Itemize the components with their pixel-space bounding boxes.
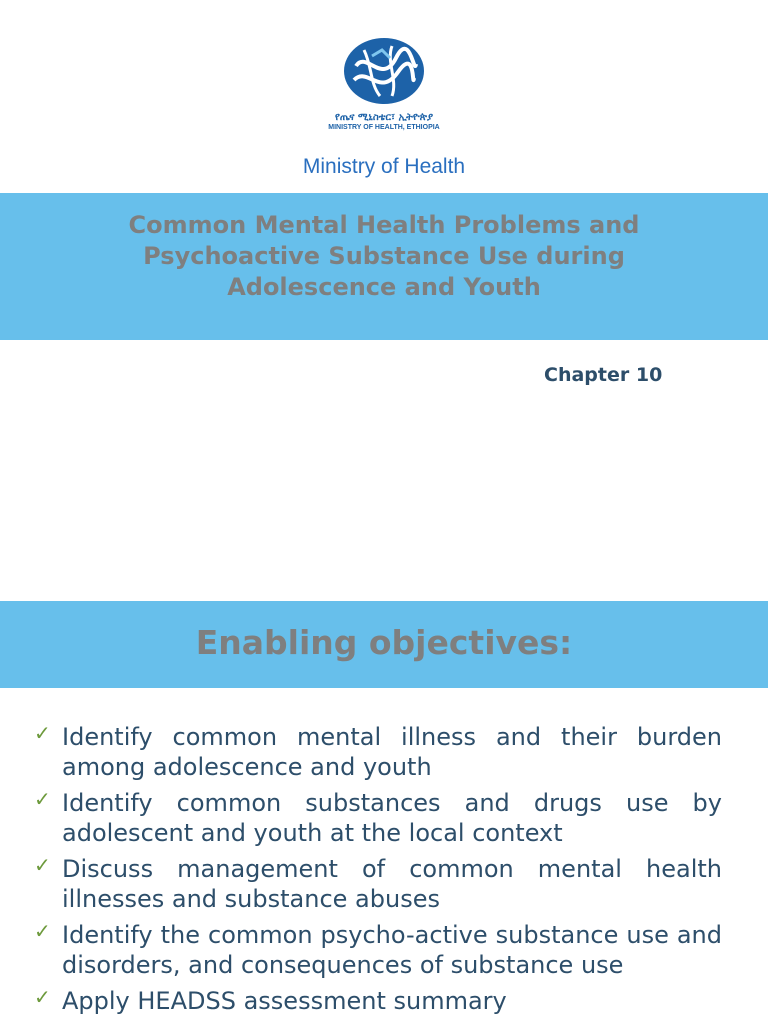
checkmark-icon: ✓ [34, 919, 51, 943]
title-line: Common Mental Health Problems and [128, 211, 640, 239]
title-band [0, 193, 768, 340]
objectives-band [0, 601, 768, 688]
objective-text: Identify common mental illness and their burden among adolescence and youth [62, 723, 722, 781]
checkmark-icon: ✓ [34, 985, 51, 1009]
page-title [0, 210, 768, 303]
list-item [34, 986, 722, 1016]
checkmark-icon: ✓ [34, 853, 51, 877]
objectives-heading: Enabling objectives: [195, 623, 573, 662]
objective-text: Apply HEADSS assessment summary [62, 987, 507, 1015]
ministry-label: Ministry of Health [302, 155, 466, 178]
list-item [34, 854, 722, 914]
checkmark-icon: ✓ [34, 787, 51, 811]
list-item [34, 920, 722, 980]
chapter-label: Chapter 10 [544, 364, 663, 386]
logo-english-text: MINISTRY OF HEALTH, ETHIOPIA [328, 124, 440, 131]
checkmark-icon: ✓ [34, 721, 51, 745]
objective-text: Identify the common psycho-active substance use and disorders, and consequences of substance use [62, 921, 722, 979]
title-line: Psychoactive Substance Use during [143, 242, 625, 270]
logo-amharic-text: የጤና ሚኒስቴር፣ ኢትዮጵያ [334, 112, 434, 123]
title-line: Adolescence and Youth [227, 273, 541, 301]
list-item [34, 788, 722, 848]
ministry-logo [0, 36, 768, 106]
objective-text: Discuss management of common mental health illnesses and substance abuses [62, 855, 722, 913]
objectives-list [34, 722, 722, 1022]
ministry-logo-icon [342, 36, 426, 106]
list-item [34, 722, 722, 782]
objective-text: Identify common substances and drugs use by adolescent and youth at the local context [62, 789, 722, 847]
